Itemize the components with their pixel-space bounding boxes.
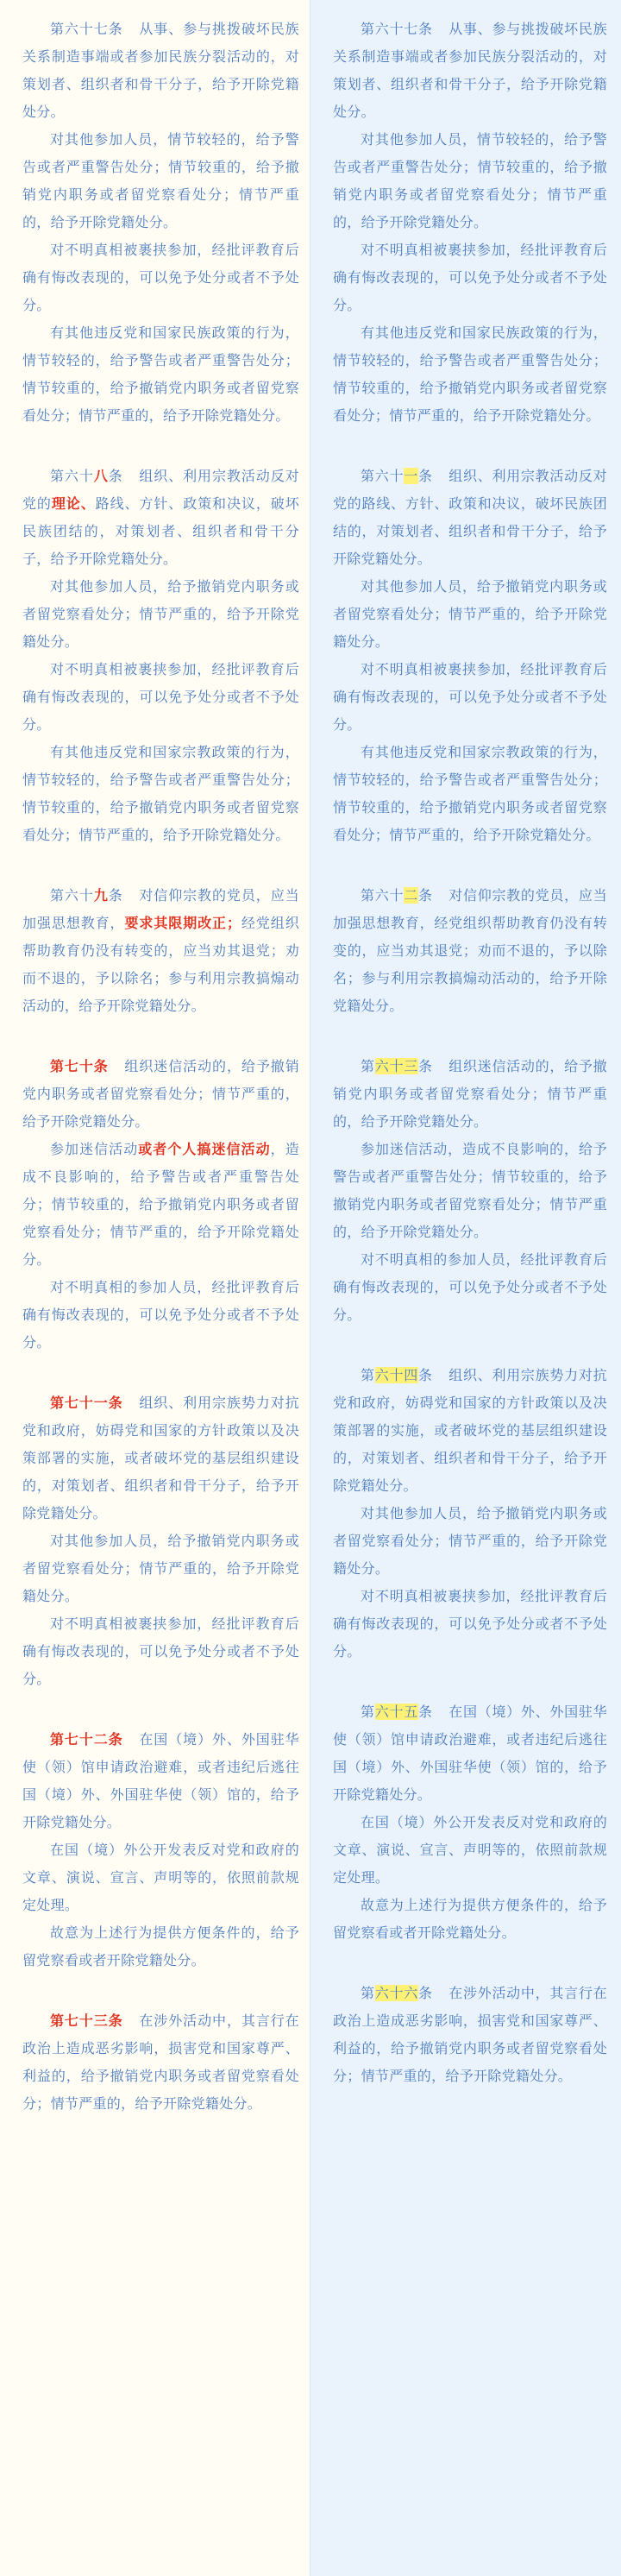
article-paragraph: 对不明真相被裹挟参加，经批评教育后确有悔改表现的，可以免予处分或者不予处分。 <box>22 1616 299 1687</box>
article-70-new <box>22 1053 299 1357</box>
article-67-new <box>22 16 299 430</box>
article-paragraph: 第六十八条 组织、利用宗教活动反对党的理论、路线、方针、政策和决议，破坏民族团结的，对策划者、组织者和骨干分子，给予开除党籍处分。 <box>22 468 299 567</box>
new-version-column <box>0 0 310 2576</box>
highlighted-number: 一 <box>404 468 418 484</box>
article-number: 第六十四条 <box>361 1367 433 1383</box>
changed-number: 八 <box>93 468 109 484</box>
article-text: 从事、参与挑拨破坏民族关系制造事端或者参加民族分裂活动的，对策划者、组织者和骨干分子，给予开除党籍处分。 <box>22 21 299 120</box>
added-text: 或者个人搞迷信活动 <box>138 1141 271 1157</box>
highlighted-number: 二 <box>404 887 418 904</box>
article-paragraph: 对不明真相被裹挟参加，经批评教育后确有悔改表现的，可以免予处分或者不予处分。 <box>22 661 299 733</box>
article-number: 第七十条 <box>50 1058 109 1074</box>
article-paragraph: 对不明真相的参加人员，经批评教育后确有悔改表现的，可以免予处分或者不予处分。 <box>333 1251 607 1323</box>
article-number: 第六十八条 <box>50 468 123 484</box>
article-72-new <box>22 1726 299 1975</box>
article-paragraph: 故意为上述行为提供方便条件的，给予留党察看或者开除党籍处分。 <box>333 1897 607 1941</box>
article-paragraph: 有其他违反党和国家宗教政策的行为，情节较轻的，给予警告或者严重警告处分；情节较重的，给予撤销党内职务或者留党察看处分；情节严重的，给予开除党籍处分。 <box>333 744 607 843</box>
article-paragraph: 第六十四条 组织、利用宗族势力对抗党和政府，妨碍党和国家的方针政策以及决策部署的实施，或者破坏党的基层组织建设的，对策划者、组织者和骨干分子，给予开除党籍处分。 <box>333 1367 607 1494</box>
article-paragraph: 第六十三条 组织迷信活动的，给予撤销党内职务或者留党察看处分；情节严重的，给予开除党籍处分。 <box>333 1058 607 1130</box>
article-paragraph: 对其他参加人员，情节较轻的，给予警告或者严重警告处分；情节较重的，给予撤销党内职务或者留党察看处分；情节严重的，给予开除党籍处分。 <box>333 131 607 230</box>
changed-number: 九 <box>93 887 109 904</box>
highlighted-number: 六十三 <box>374 1058 418 1074</box>
article-65-old <box>333 1698 607 1947</box>
article-number: 第六十三条 <box>361 1058 433 1074</box>
article-69-new <box>22 882 299 1020</box>
article-paragraph: 第六十七条 从事、参与挑拨破坏民族关系制造事端或者参加民族分裂活动的，对策划者、组织者和骨干分子，给予开除党籍处分。 <box>333 21 607 120</box>
article-paragraph: 第六十五条 在国（境）外、外国驻华使（领）馆申请政治避难，或者违纪后逃往国（境）外、外国驻华使（领）馆的，给予开除党籍处分。 <box>333 1704 607 1803</box>
article-paragraph <box>22 16 299 126</box>
article-paragraph: 第七十条 组织迷信活动的，给予撤销党内职务或者留党察看处分；情节严重的，给予开除党籍处分。 <box>22 1058 299 1130</box>
old-version-column <box>310 0 621 2576</box>
article-paragraph: 对不明真相被裹挟参加，经批评教育后确有悔改表现的，可以免予处分或者不予处分。 <box>333 1588 607 1660</box>
article-number: 第七十一条 <box>50 1395 123 1411</box>
article-number: 第六十一条 <box>361 468 433 484</box>
article-paragraph: 有其他违反党和国家民族政策的行为，情节较轻的，给予警告或者严重警告处分；情节较重的，给予撤销党内职务或者留党察看处分；情节严重的，给予开除党籍处分。 <box>333 324 607 424</box>
article-paragraph: 故意为上述行为提供方便条件的，给予留党察看或者开除党籍处分。 <box>22 1924 299 1968</box>
article-62-old <box>333 882 607 1020</box>
highlighted-number: 六十四 <box>374 1367 418 1383</box>
article-number: 第六十二条 <box>361 887 433 904</box>
article-61-old <box>333 463 607 849</box>
article-paragraph: 在国（境）外公开发表反对党和政府的文章、演说、宣言、声明等的，依照前款规定处理。 <box>22 1842 299 1913</box>
highlighted-number: 六十六 <box>374 1985 418 2001</box>
article-paragraph: 在国（境）外公开发表反对党和政府的文章、演说、宣言、声明等的，依照前款规定处理。 <box>333 1814 607 1886</box>
article-paragraph: 对其他参加人员，情节较轻的，给予警告或者严重警告处分；情节较重的，给予撤销党内职务或者留党察看处分；情节严重的，给予开除党籍处分。 <box>22 131 299 230</box>
article-number: 第六十七条 <box>361 21 433 37</box>
article-paragraph: 第七十一条 组织、利用宗族势力对抗党和政府，妨碍党和国家的方针政策以及决策部署的实施，或者破坏党的基层组织建设的，对策划者、组织者和骨干分子，给予开除党籍处分。 <box>22 1395 299 1521</box>
article-paragraph: 有其他违反党和国家民族政策的行为，情节较轻的，给予警告或者严重警告处分；情节较重的，给予撤销党内职务或者留党察看处分；情节严重的，给予开除党籍处分。 <box>22 324 299 424</box>
article-64-old <box>333 1362 607 1666</box>
highlighted-number: 六十五 <box>374 1704 418 1720</box>
article-number: 第六十五条 <box>361 1704 433 1720</box>
article-paragraph: 有其他违反党和国家宗教政策的行为，情节较轻的，给予警告或者严重警告处分；情节较重的，给予撤销党内职务或者留党察看处分；情节严重的，给予开除党籍处分。 <box>22 744 299 843</box>
article-paragraph: 第六十一条 组织、利用宗教活动反对党的路线、方针、政策和决议，破坏民族团结的，对策划者、组织者和骨干分子，给予开除党籍处分。 <box>333 468 607 567</box>
article-67-old <box>333 16 607 430</box>
article-paragraph: 对不明真相被裹挟参加，经批评教育后确有悔改表现的，可以免予处分或者不予处分。 <box>333 242 607 313</box>
article-paragraph: 第六十九条 对信仰宗教的党员，应当加强思想教育，要求其限期改正；经党组织帮助教育仍没有转变的，应当劝其退党；劝而不退的，予以除名；参与利用宗教搞煽动活动的，给予开除党籍处分。 <box>22 887 300 1014</box>
article-63-old <box>333 1053 607 1329</box>
article-number: 第六十六条 <box>361 1985 433 2001</box>
article-73-new <box>22 2007 299 2118</box>
article-paragraph: 第七十三条 在涉外活动中，其言行在政治上造成恶劣影响，损害党和国家尊严、利益的，给予撤销党内职务或者留党察看处分；情节严重的，给予开除党籍处分。 <box>22 2012 299 2112</box>
article-68-new <box>22 463 299 849</box>
article-paragraph: 对其他参加人员，给予撤销党内职务或者留党察看处分；情节严重的，给予开除党籍处分。 <box>22 578 299 650</box>
article-paragraph: 对其他参加人员，给予撤销党内职务或者留党察看处分；情节严重的，给予开除党籍处分。 <box>22 1533 299 1604</box>
article-71-new <box>22 1389 299 1693</box>
article-paragraph: 对其他参加人员，给予撤销党内职务或者留党察看处分；情节严重的，给予开除党籍处分。 <box>333 578 607 650</box>
article-number: 第七十三条 <box>50 2012 123 2029</box>
article-paragraph: 参加迷信活动或者个人搞迷信活动，造成不良影响的，给予警告或者严重警告处分；情节较重的，给予撤销党内职务或者留党察看处分；情节严重的，给予开除党籍处分。 <box>22 1141 299 1268</box>
article-paragraph: 对不明真相被裹挟参加，经批评教育后确有悔改表现的，可以免予处分或者不予处分。 <box>333 661 607 733</box>
article-paragraph: 参加迷信活动，造成不良影响的，给予警告或者严重警告处分；情节较重的，给予撤销党内职务或者留党察看处分；情节严重的，给予开除党籍处分。 <box>333 1141 607 1240</box>
article-paragraph: 第七十二条 在国（境）外、外国驻华使（领）馆申请政治避难，或者违纪后逃往国（境）外、外国驻华使（领）馆的，给予开除党籍处分。 <box>22 1731 299 1830</box>
added-text: 要求其限期改正； <box>124 915 242 931</box>
article-paragraph: 第六十六条 在涉外活动中，其言行在政治上造成恶劣影响，损害党和国家尊严、利益的，给予撤销党内职务或者留党察看处分；情节严重的，给予开除党籍处分。 <box>333 1985 607 2084</box>
article-number: 第七十二条 <box>50 1731 123 1748</box>
article-paragraph: 对其他参加人员，给予撤销党内职务或者留党察看处分；情节严重的，给予开除党籍处分。 <box>333 1505 607 1577</box>
article-number: 第六十九条 <box>50 887 123 904</box>
added-text: 理论、 <box>51 495 96 512</box>
article-paragraph: 对不明真相被裹挟参加，经批评教育后确有悔改表现的，可以免予处分或者不予处分。 <box>22 242 299 313</box>
article-number: 第六十七条 <box>50 21 123 37</box>
article-66-old <box>333 1980 607 2090</box>
article-paragraph: 对不明真相的参加人员，经批评教育后确有悔改表现的，可以免予处分或者不予处分。 <box>22 1279 299 1351</box>
article-paragraph: 第六十二条 对信仰宗教的党员，应当加强思想教育，经党组织帮助教育仍没有转变的，应当劝其退党；劝而不退的，予以除名；参与利用宗教搞煽动活动的，给予开除党籍处分。 <box>333 887 607 1014</box>
